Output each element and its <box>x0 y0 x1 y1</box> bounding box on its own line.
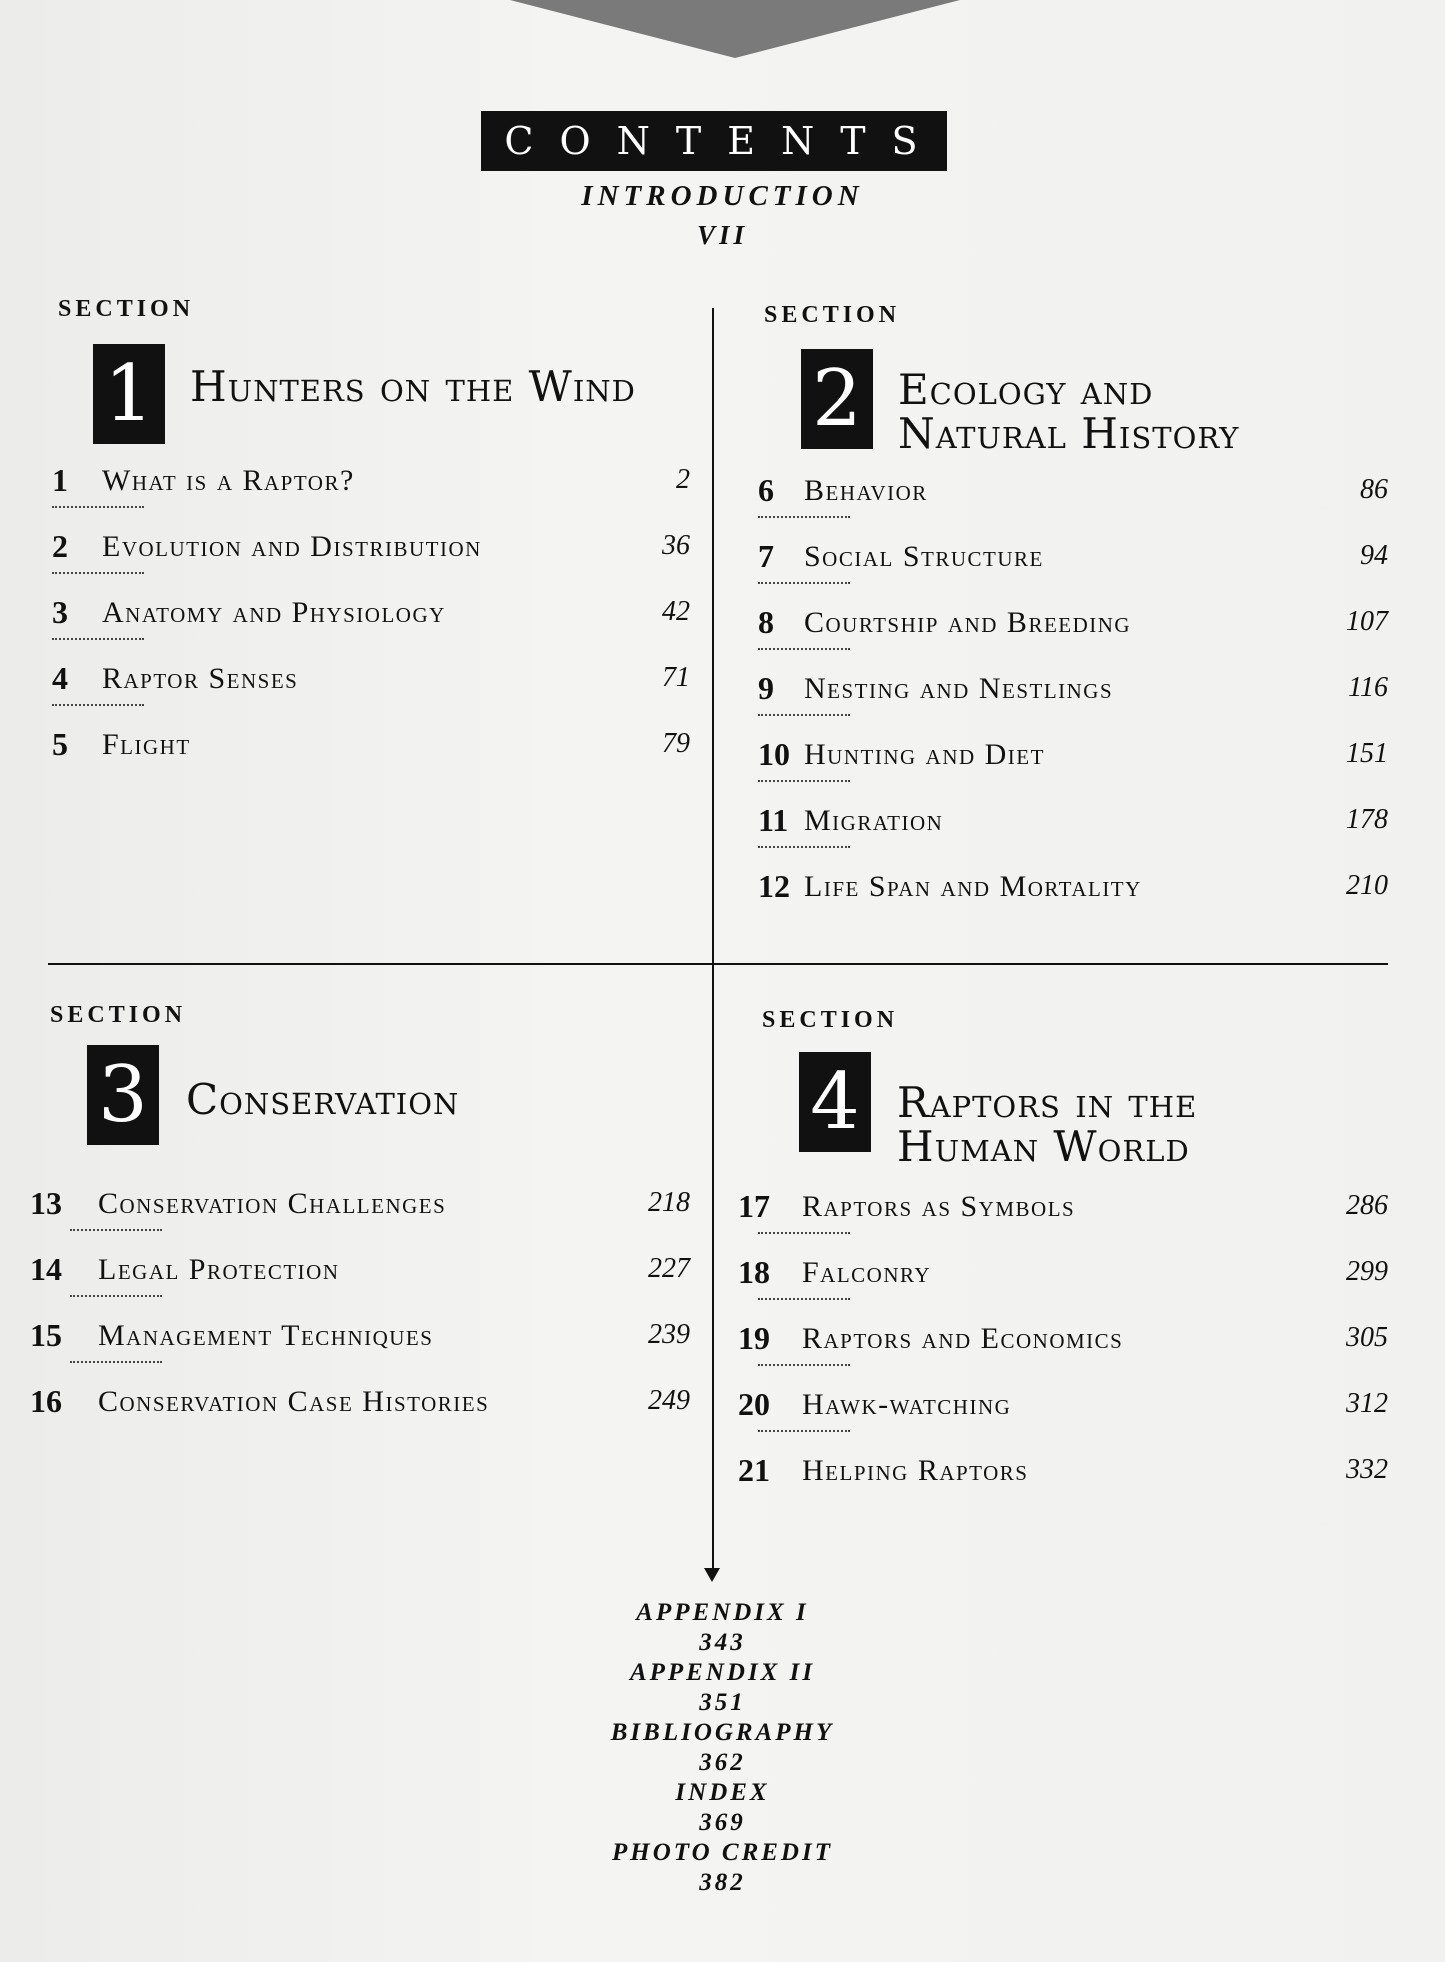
dotted-leader <box>52 572 144 574</box>
chapter-item[interactable]: 7 Social Structure 94 <box>758 538 1388 604</box>
chapter-item[interactable]: 8 Courtship and Breeding 107 <box>758 604 1388 670</box>
section-4-label: SECTION <box>762 1007 899 1033</box>
chapter-item[interactable]: 16 Conservation Case Histories 249 <box>30 1383 690 1419</box>
back-matter-label[interactable]: PHOTO CREDIT <box>612 1839 833 1866</box>
chapter-item[interactable]: 1 What is a Raptor? 2 <box>52 462 690 528</box>
chapter-item[interactable]: 12 Life Span and Mortality 210 <box>758 868 1388 904</box>
chapter-item[interactable]: 14 Legal Protection 227 <box>30 1251 690 1317</box>
section-2-number: 2 <box>801 349 873 449</box>
dotted-leader <box>758 1232 850 1234</box>
dotted-leader <box>758 846 850 848</box>
section-3-chapter-list <box>30 1185 690 1449</box>
back-matter-page: 351 <box>699 1689 746 1716</box>
back-matter-label[interactable]: INDEX <box>675 1779 770 1806</box>
section-3-label: SECTION <box>50 1002 187 1028</box>
chapter-item[interactable]: 5 Flight 79 <box>52 726 690 762</box>
dotted-leader <box>758 714 850 716</box>
dotted-leader <box>52 704 144 706</box>
chapter-item[interactable]: 17 Raptors as Symbols 286 <box>738 1188 1388 1254</box>
chapter-item[interactable]: 13 Conservation Challenges 218 <box>30 1185 690 1251</box>
back-matter-page: 362 <box>699 1749 746 1776</box>
section-2-label: SECTION <box>764 302 901 328</box>
section-2-chapter-list <box>758 472 1388 934</box>
chapter-item[interactable]: 21 Helping Raptors 332 <box>738 1452 1388 1488</box>
section-2-title: Ecology and Natural History <box>898 365 1240 458</box>
dotted-leader <box>70 1229 162 1231</box>
dotted-leader <box>758 516 850 518</box>
divider-arrow-icon <box>704 1568 720 1582</box>
section-4-title: Raptors in the Human World <box>897 1078 1198 1171</box>
chapter-item[interactable]: 3 Anatomy and Physiology 42 <box>52 594 690 660</box>
contents-banner: CONTENTS <box>481 111 947 171</box>
dotted-leader <box>758 1364 850 1366</box>
back-matter-page: 343 <box>699 1629 746 1656</box>
chapter-item[interactable]: 4 Raptor Senses 71 <box>52 660 690 726</box>
back-matter-label[interactable]: APPENDIX II <box>629 1659 816 1686</box>
section-4-chapter-list <box>738 1188 1388 1518</box>
chapter-item[interactable]: 20 Hawk-watching 312 <box>738 1386 1388 1452</box>
dotted-leader <box>758 1430 850 1432</box>
back-matter-page: 382 <box>699 1869 746 1896</box>
chapter-item[interactable]: 6 Behavior 86 <box>758 472 1388 538</box>
dotted-leader <box>758 582 850 584</box>
back-matter <box>0 1598 1445 1898</box>
dotted-leader <box>758 780 850 782</box>
section-1-title: Hunters on the Wind <box>190 362 636 411</box>
section-1-number: 1 <box>93 344 165 444</box>
section-1-label: SECTION <box>58 296 195 322</box>
introduction-label: INTRODUCTION <box>581 180 864 212</box>
vertical-divider <box>712 308 714 1578</box>
back-matter-label[interactable]: APPENDIX I <box>636 1599 809 1626</box>
dotted-leader <box>52 506 144 508</box>
chapter-item[interactable]: 9 Nesting and Nestlings 116 <box>758 670 1388 736</box>
dotted-leader <box>70 1295 162 1297</box>
section-1-chapter-list <box>52 462 690 792</box>
chapter-item[interactable]: 2 Evolution and Distribution 36 <box>52 528 690 594</box>
dotted-leader <box>52 638 144 640</box>
dotted-leader <box>70 1361 162 1363</box>
back-matter-label[interactable]: BIBLIOGRAPHY <box>610 1719 835 1746</box>
section-3-title: Conservation <box>186 1075 460 1124</box>
chapter-item[interactable]: 10 Hunting and Diet 151 <box>758 736 1388 802</box>
chapter-item[interactable]: 19 Raptors and Economics 305 <box>738 1320 1388 1386</box>
chapter-item[interactable]: 11 Migration 178 <box>758 802 1388 868</box>
chapter-item[interactable]: 18 Falconry 299 <box>738 1254 1388 1320</box>
chapter-item[interactable]: 15 Management Techniques 239 <box>30 1317 690 1383</box>
introduction-page: VII <box>696 220 749 250</box>
back-matter-page: 369 <box>699 1809 746 1836</box>
dotted-leader <box>758 648 850 650</box>
section-4-number: 4 <box>799 1052 871 1152</box>
section-3-number: 3 <box>87 1045 159 1145</box>
horizontal-divider <box>48 963 1388 965</box>
dotted-leader <box>758 1298 850 1300</box>
